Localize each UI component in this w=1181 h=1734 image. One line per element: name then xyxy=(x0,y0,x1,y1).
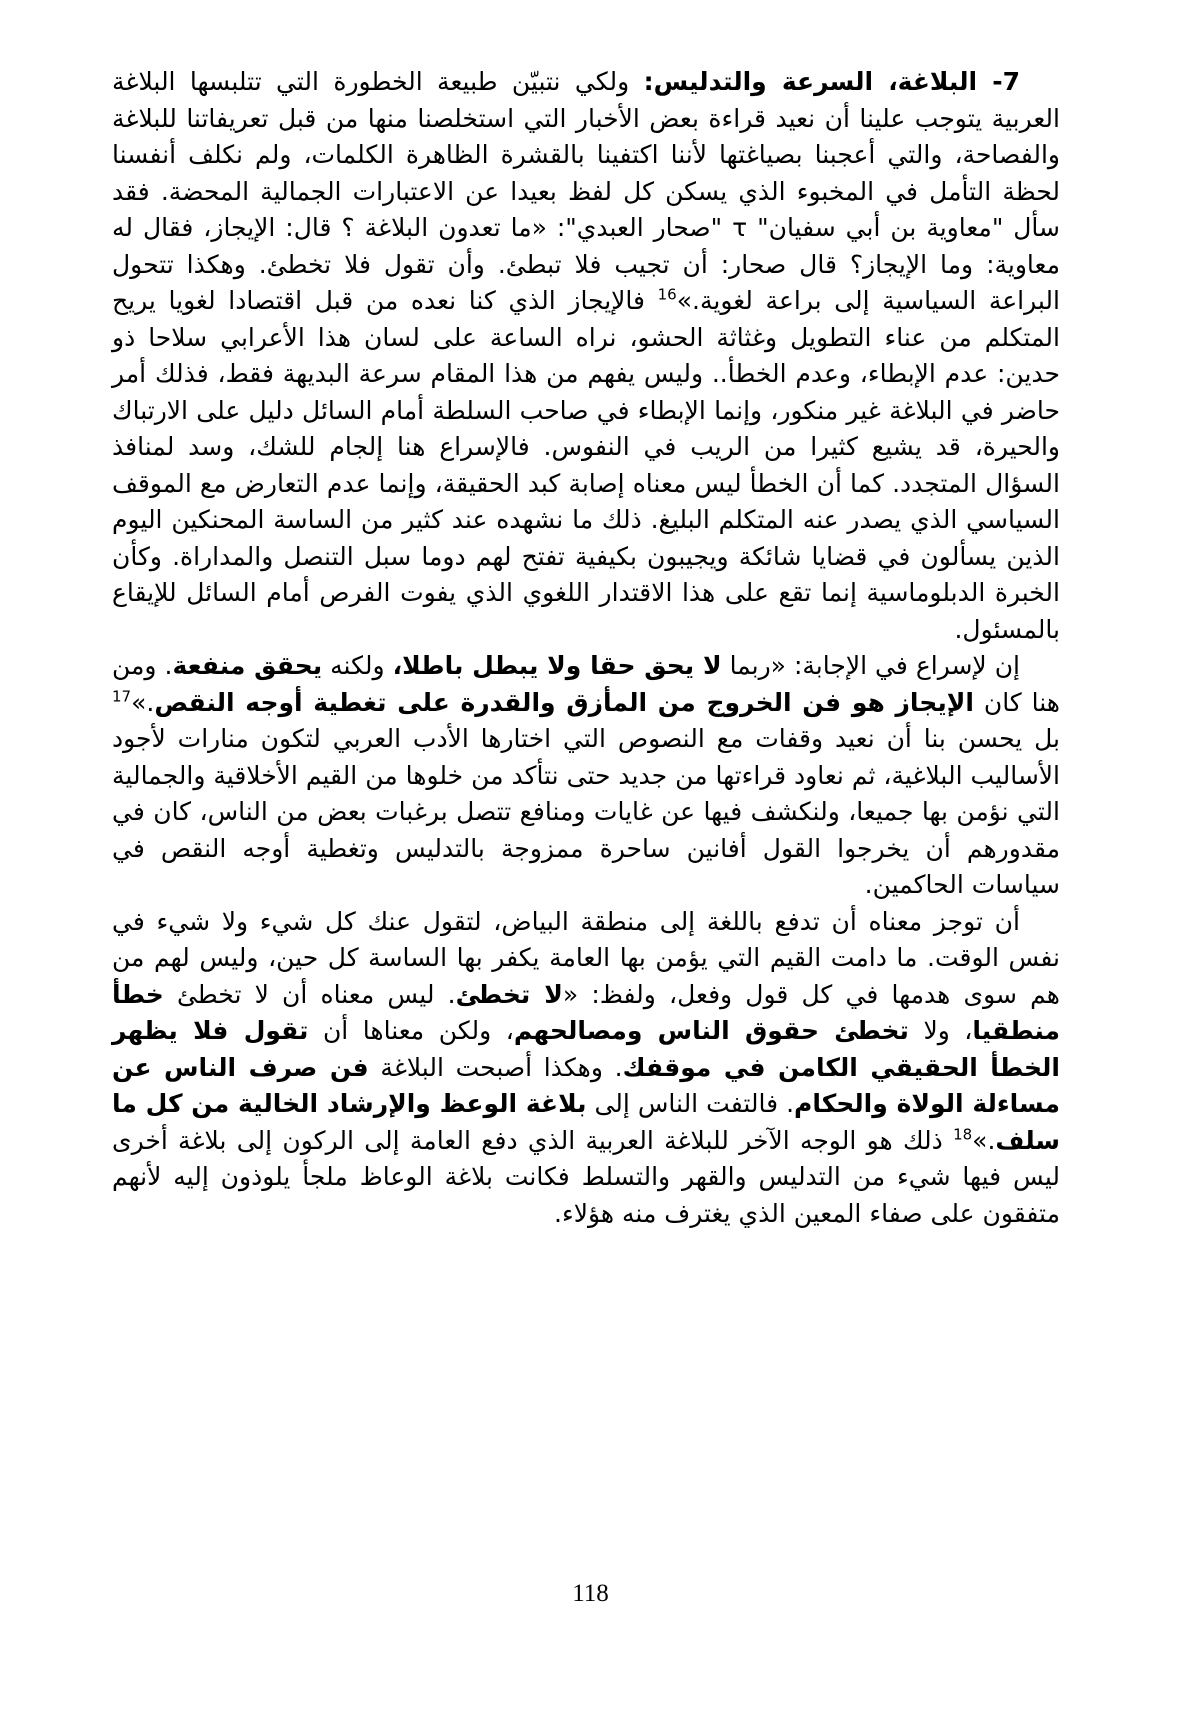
text-run: .» xyxy=(972,1125,996,1155)
bold-text: لا تخطئ xyxy=(455,979,563,1009)
text-run: أن توجز معناه أن تدفع باللغة إلى منطقة البياض، لتقول عنك كل شيء ولا شيء في نفس الوقت. ما دامت القيم التي يؤمن بها العامة يكفر بها الساسة كل حين، وليس لهم من هم سوى هدمها في كل قول وفعل، ولفظ: « xyxy=(112,906,1060,1009)
text-run: . وهكذا أصبحت البلاغة xyxy=(368,1052,623,1082)
text-run: . ومن هنا كان xyxy=(112,651,1060,717)
text-run: بل يحسن بنا أن نعيد وقفات مع النصوص التي اختارها الأدب العربي لتكون منارات لأجود الأساليب البلاغية، ثم نعاود قراءتها من جديد حتى نتأكد من خلوها من القيم الأخلاقية والجمالية التي نؤمن بها جميعا، ولنكشف فيها عن غايات ومنافع تتصل برغبات بعض من الناس، كان في مقدورهم أن يخرجوا القول أفانين ساحرة ممزوجة بالتدليس وتغطية أوجه النقص في سياسات الحاكمين. xyxy=(112,724,1060,899)
text-run: فالإيجاز الذي كنا نعده من قبل اقتصادا لغويا يريح المتكلم من عناء التطويل وغثاثة الحشو، نراه الساعة على لسان هذا الأعرابي سلاحا ذو حدين: عدم الإبطاء، وعدم الخطأ.. وليس يفهم من هذا المقام سرعة البديهة فقط، فذلك أمر حاضر في البلاغة غير منكور، وإنما الإبطاء في صاحب السلطة أمام السائل دليل على الارتباك والحيرة، قد يشيع كثيرا من الريب في النفوس. فالإسراع هنا إلجام للشك، وسد لمنافذ السؤال المتجدد. كما أن الخطأ ليس معناه إصابة كبد الحقيقة، وإنما عدم التعارض مع الموقف السياسي الذي يصدر عنه المتكلم البليغ. ذلك ما نشهده عند كثير من الساسة المحنكين اليوم الذين يسألون في قضايا شائكة ويجيبون بكيفية تفتح لهم دوما سبل التنصل والمداراة. وكأن الخبرة الدبلوماسية إنما تقع على هذا الاقتدار اللغوي الذي يفوت الفرص أمام السائل للإيقاع بالمسئول. xyxy=(112,286,1060,644)
bold-text: خطأ منطقيا xyxy=(112,979,1060,1045)
bold-text: تخطئ حقوق الناس ومصالحهم xyxy=(513,1016,909,1045)
footnote-reference: 17 xyxy=(112,687,132,706)
paragraph xyxy=(112,904,1060,1233)
bold-text: تقول فلا يظهر الخطأ الحقيقي الكامن في موقفك xyxy=(112,1016,1060,1082)
text-run: ، ولا xyxy=(908,1016,973,1045)
bold-text: يحقق منفعة xyxy=(172,651,323,680)
text-run: ولكنه xyxy=(322,651,393,680)
text-run: إن لإسراع في الإجابة: «ربما xyxy=(721,651,1021,680)
paragraph xyxy=(112,64,1060,648)
bold-text: فن صرف الناس عن مساءلة الولاة والحكام xyxy=(112,1052,1060,1118)
text-run: ، ولكن معناها أن xyxy=(308,1016,514,1045)
text-run: . فالتفت الناس إلى xyxy=(586,1089,795,1118)
body-text xyxy=(112,64,1060,1232)
text-run: ذلك هو الوجه الآخر للبلاغة العربية الذي دفع العامة إلى الركون إلى بلاغة أخرى ليس فيها شيء من التدليس والقهر والتسلط فكانت بلاغة الوعاظ ملجأ يلوذون إليه لأنهم متفقون على صفاء المعين الذي يغترف منه هؤلاء. xyxy=(112,1125,1060,1228)
bold-text: 7- البلاغة، السرعة والتدليس: xyxy=(643,67,1020,96)
page-number: 118 xyxy=(572,1580,609,1607)
bold-text: الإيجاز هو فن الخروج من المأزق والقدرة على تغطية أوجه النقص xyxy=(154,687,974,717)
footnote-reference: 16 xyxy=(657,285,677,304)
bold-text: لا يحق حقا ولا يبطل باطلا، xyxy=(392,651,722,680)
footnote-reference: 18 xyxy=(953,1125,973,1144)
text-run: .» xyxy=(131,687,155,717)
bold-text: بلاغة الوعظ والإرشاد الخالية من كل ما سلف xyxy=(112,1089,1060,1155)
paragraph xyxy=(112,648,1060,904)
text-run: ولكي نتبيّن طبيعة الخطورة التي تتلبسها البلاغة العربية يتوجب علينا أن نعيد قراءة بعض الأخبار التي استخلصنا منها من قبل تعريفاتنا للبلاغة والفصاحة، والتي أعجبنا بصياغتها لأننا اكتفينا بالقشرة الظاهرة الكلمات، ولم نكلف أنفسنا لحظة التأمل في المخبوء الذي يسكن كل لفظ بعيدا عن الاعتبارات الجمالية المحضة. فقد سأل "معاوية بن أبي سفيان" τ "صحار العبدي": «ما تعدون البلاغة ؟ قال: الإيجاز، فقال له معاوية: وما الإيجاز؟ قال صحار: أن تجيب فلا تبطئ. وأن تقول فلا تخطئ. وهكذا تتحول البراعة السياسية إلى براعة لغوية.» xyxy=(112,67,1061,315)
text-run: . ليس معناه أن لا تخطئ xyxy=(163,979,456,1009)
